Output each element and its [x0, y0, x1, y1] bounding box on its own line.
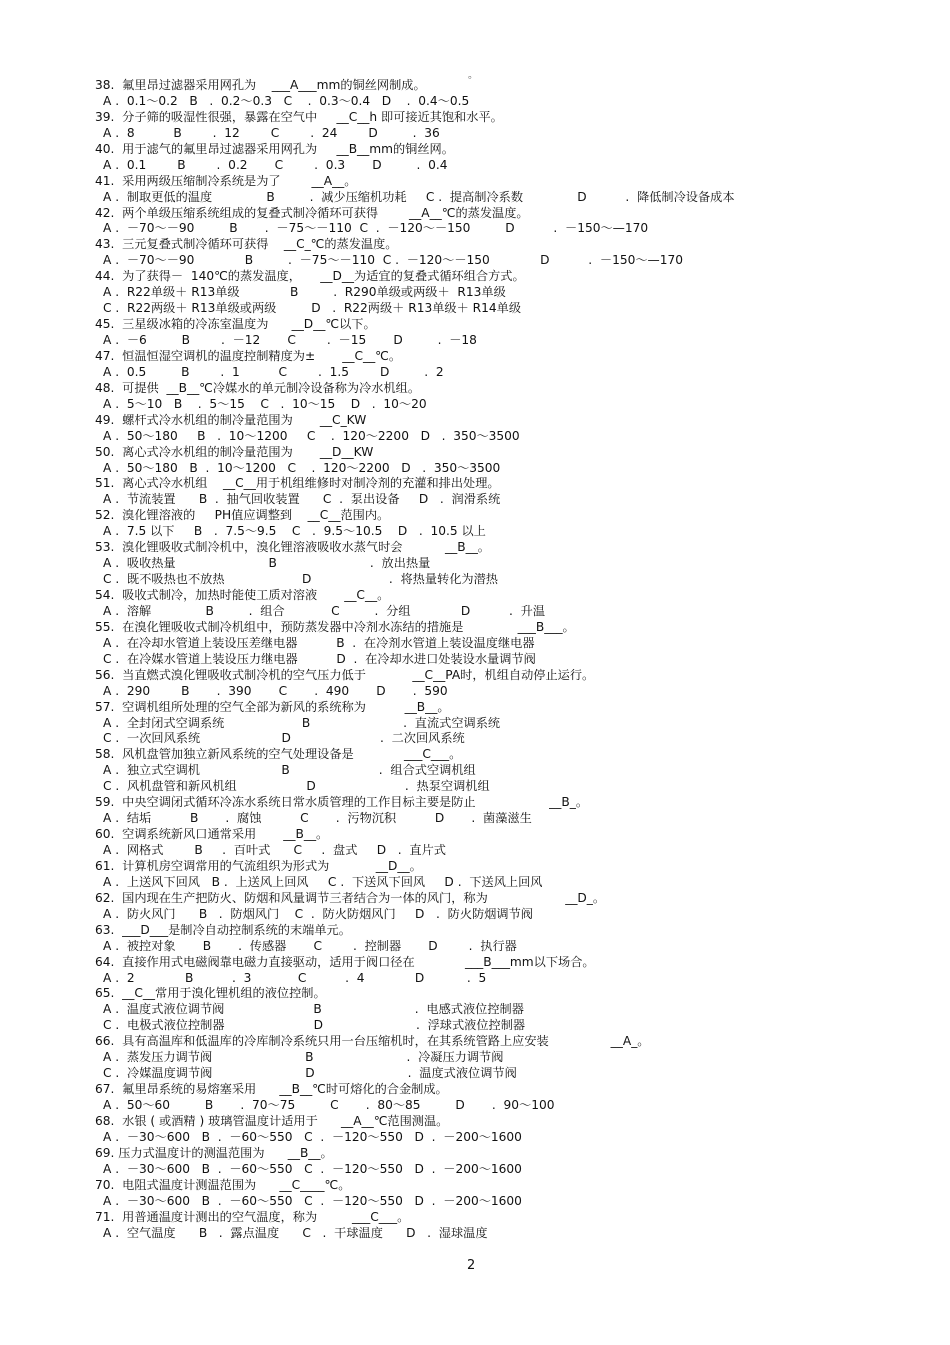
options-line: A . 50～180 B . 10～1200 C . 120～2200 D . 350～3500 — [103, 460, 501, 475]
question-line: 41. 采用两级压缩制冷系统是为了 __A__。 — [95, 173, 357, 188]
options-line: C . 一次回风系统 D . 二次回风系统 — [103, 731, 465, 746]
question-line: 56. 当直燃式溴化锂吸收式制冷机的空气压力低于 __C__PA时，机组自动停止运行。 — [95, 667, 595, 682]
options-line: A . R22单级＋ R13单级 B . R290单级或两级＋ R13单级 — [103, 285, 506, 300]
question-line: 62. 国内现在生产把防火、防烟和风量调节三者结合为一体的风门，称为 __D_。 — [95, 890, 606, 905]
options-line: A . 上送风下回风 B . 上送风上回风 C . 下送风下回风 D . 下送风上回风 — [103, 874, 543, 889]
options-line: A . 结垢 B . 腐蚀 C . 污物沉积 D . 菌藻滋生 — [103, 811, 532, 826]
question-line: 60. 空调系统新风口通常采用 __B__。 — [95, 827, 329, 842]
question-line: 69. 压力式温度计的测温范围为 __B__。 — [95, 1145, 333, 1160]
question-line: 38. 氟里昂过滤器采用网孔为 ___A___mm的铜丝网制成。 — [95, 78, 426, 92]
options-line: A . 0.1 B . 0.2 C . 0.3 D . 0.4 — [103, 157, 448, 172]
options-line: C . 在冷媒水管道上装设压力继电器 D . 在冷却水进口处装设水量调节阀 — [103, 651, 536, 666]
options-line: C . R22两级＋ R13单级或两级 D . R22两级＋ R13单级＋ R14单级 — [103, 301, 522, 316]
question-line: 50. 离心式冷水机组的制冷量范围为 __D__KW — [95, 444, 374, 459]
question-line: 64. 直接作用式电磁阀靠电磁力直接驱动，适用于阀口径在 ___B___mm以下场合。 — [95, 954, 595, 969]
question-line: 55. 在溴化锂吸收式制冷机组中，预防蒸发器中冷剂水冻结的措施是 ___B___。 — [95, 619, 575, 634]
question-line: 51. 离心式冷水机组 __C__用于机组维修时对制冷剂的充灌和排出处理。 — [95, 476, 500, 491]
question-line: 40. 用于滤气的氟里昂过滤器采用网孔为 __B__mm的铜丝网。 — [95, 141, 454, 156]
options-line: C . 电极式液位控制器 D . 浮球式液位控制器 — [103, 1018, 526, 1033]
options-line: A . 防火风门 B . 防烟风门 C . 防火防烟风门 D . 防火防烟调节阀 — [103, 906, 533, 921]
question-line: 68. 水银 ( 或酒精 ) 玻璃管温度计适用于 __A__℃范围测温。 — [95, 1113, 449, 1128]
options-line: C . 冷媒温度调节阀 D . 温度式液位调节阀 — [103, 1066, 517, 1081]
options-line: A . 在冷却水管道上装设压差继电器 B . 在冷剂水管道上装设温度继电器 — [103, 635, 535, 650]
header-mark: 。 — [468, 70, 478, 81]
question-line: 43. 三元复叠式制冷循环可获得 __C_℃的蒸发温度。 — [95, 237, 398, 252]
question-line: 67. 氟里昂系统的易熔塞采用 __B__℃时可熔化的合金制成。 — [95, 1082, 448, 1097]
options-line: A . 空气温度 B . 露点温度 C . 干球温度 D . 湿球温度 — [103, 1225, 488, 1240]
options-line: A . 吸收热量 B . 放出热量 — [103, 556, 431, 571]
question-line: 71. 用普通温度计测出的空气温度，称为 ___C___。 — [95, 1209, 410, 1224]
question-line: 49. 螺杆式冷水机组的制冷量范围为 __C_KW — [95, 412, 367, 427]
options-line: A . 独立式空调机 B . 组合式空调机组 — [103, 763, 476, 778]
options-line: C . 既不吸热也不放热 D . 将热量转化为潜热 — [103, 572, 498, 587]
question-line: 61. 计算机房空调常用的气流组织为形式为 __D__。 — [95, 858, 422, 873]
options-line: A . 0.5 B . 1 C . 1.5 D . 2 — [103, 364, 444, 379]
question-line: 66. 具有高温库和低温库的冷库制冷系统只用一台压缩机时，在其系统管路上应安装 __A_。 — [95, 1034, 650, 1049]
options-line: A . 0.1～0.2 B . 0.2～0.3 C . 0.3～0.4 D . 0.4～0.5 — [103, 93, 470, 108]
options-line: A . 8 B . 12 C . 24 D . 36 — [103, 125, 440, 140]
question-line: 47. 恒温恒湿空调机的温度控制精度为± __C__℃。 — [95, 348, 402, 363]
question-line: 58. 风机盘管加独立新风系统的空气处理设备是 ___C___。 — [95, 747, 462, 762]
options-line: A . 蒸发压力调节阀 B . 冷凝压力调节阀 — [103, 1050, 504, 1065]
options-line: A . 290 B . 390 C . 490 D . 590 — [103, 683, 448, 698]
question-line: 53. 溴化锂吸收式制冷机中，溴化锂溶液吸收水蒸气时会 __B__。 — [95, 540, 490, 555]
options-line: A . 被控对象 B . 传感器 C . 控制器 D . 执行器 — [103, 938, 517, 953]
options-line: A . 50～180 B . 10～1200 C . 120～2200 D . 350～3500 — [103, 428, 520, 443]
question-line: 63. ___D___是制冷自动控制系统的末端单元。 — [95, 922, 351, 937]
options-line: A . －70～－90 B . －75～－110 C . －120～－150 D . －150～—170 — [103, 221, 649, 236]
question-line: 44. 为了获得－ 140℃的蒸发温度， __D__为适宜的复叠式循环组合方式。 — [95, 269, 525, 284]
question-line: 54. 吸收式制冷，加热时能使工质对溶液 __C__。 — [95, 588, 390, 602]
options-line: A . －30～600 B . －60～550 C . －120～550 D . －200～1600 — [103, 1129, 522, 1144]
question-line: 59. 中央空调闭式循环冷冻水系统日常水质管理的工作目标主要是防止 __B_。 — [95, 795, 589, 810]
options-line: A . 7.5 以下 B . 7.5～9.5 C . 9.5～10.5 D . 10.5 以上 — [103, 524, 486, 539]
question-list — [95, 78, 885, 1241]
options-line: A . 全封闭式空调系统 B . 直流式空调系统 — [103, 715, 501, 730]
options-line: A . 5～10 B . 5～15 C . 10～15 D . 10～20 — [103, 396, 427, 411]
page-number: 2 — [467, 1258, 476, 1273]
question-line: 52. 溴化锂溶液的 PH值应调整到 __C__范围内。 — [95, 508, 390, 523]
options-line: A . 节流装置 B . 抽气回收装置 C . 泵出设备 D . 润滑系统 — [103, 492, 501, 507]
options-line: A . 温度式液位调节阀 B . 电感式液位控制器 — [103, 1002, 524, 1017]
options-line: A . 制取更低的温度 B . 减少压缩机功耗 C . 提高制冷系数 D . 降低制冷设备成本 — [103, 189, 735, 204]
question-line: 39. 分子筛的吸湿性很强，暴露在空气中 __C__h 即可接近其饱和水平。 — [95, 109, 503, 124]
question-line: 57. 空调机组所处理的空气全部为新风的系统称为 __B__。 — [95, 699, 450, 714]
options-line: A . －30～600 B . －60～550 C . －120～550 D . －200～1600 — [103, 1193, 522, 1208]
question-line: 48. 可提供 __B__℃冷媒水的单元制冷设备称为冷水机组。 — [95, 380, 421, 395]
options-line: A . －30～600 B . －60～550 C . －120～550 D . －200～1600 — [103, 1161, 522, 1176]
options-line: A . 2 B . 3 C . 4 D . 5 — [103, 970, 487, 985]
options-line: A . 50～60 B . 70～75 C . 80～85 D . 90～100 — [103, 1098, 555, 1112]
options-line: A . 网格式 B . 百叶式 C . 盘式 D . 直片式 — [103, 843, 446, 857]
options-line: A . －6 B . －12 C . －15 D . －18 — [103, 333, 477, 347]
question-line: 65. __C__常用于溴化锂机组的液位控制。 — [95, 986, 326, 1001]
options-line: C . 风机盘管和新风机组 D . 热泵空调机组 — [103, 779, 490, 794]
question-line: 70. 电阻式温度计测温范围为 __C____℃。 — [95, 1177, 351, 1192]
question-line: 42. 两个单级压缩系统组成的复叠式制冷循环可获得 __A__℃的蒸发温度。 — [95, 205, 529, 220]
options-line: A . 溶解 B . 组合 C . 分组 D . 升温 — [103, 603, 546, 618]
question-line: 45. 三星级冰箱的冷冻室温度为 __D__℃以下。 — [95, 317, 376, 332]
options-line: A . －70～－90 B . －75～－110 C . －120～－150 D . －150～—170 — [103, 253, 683, 268]
